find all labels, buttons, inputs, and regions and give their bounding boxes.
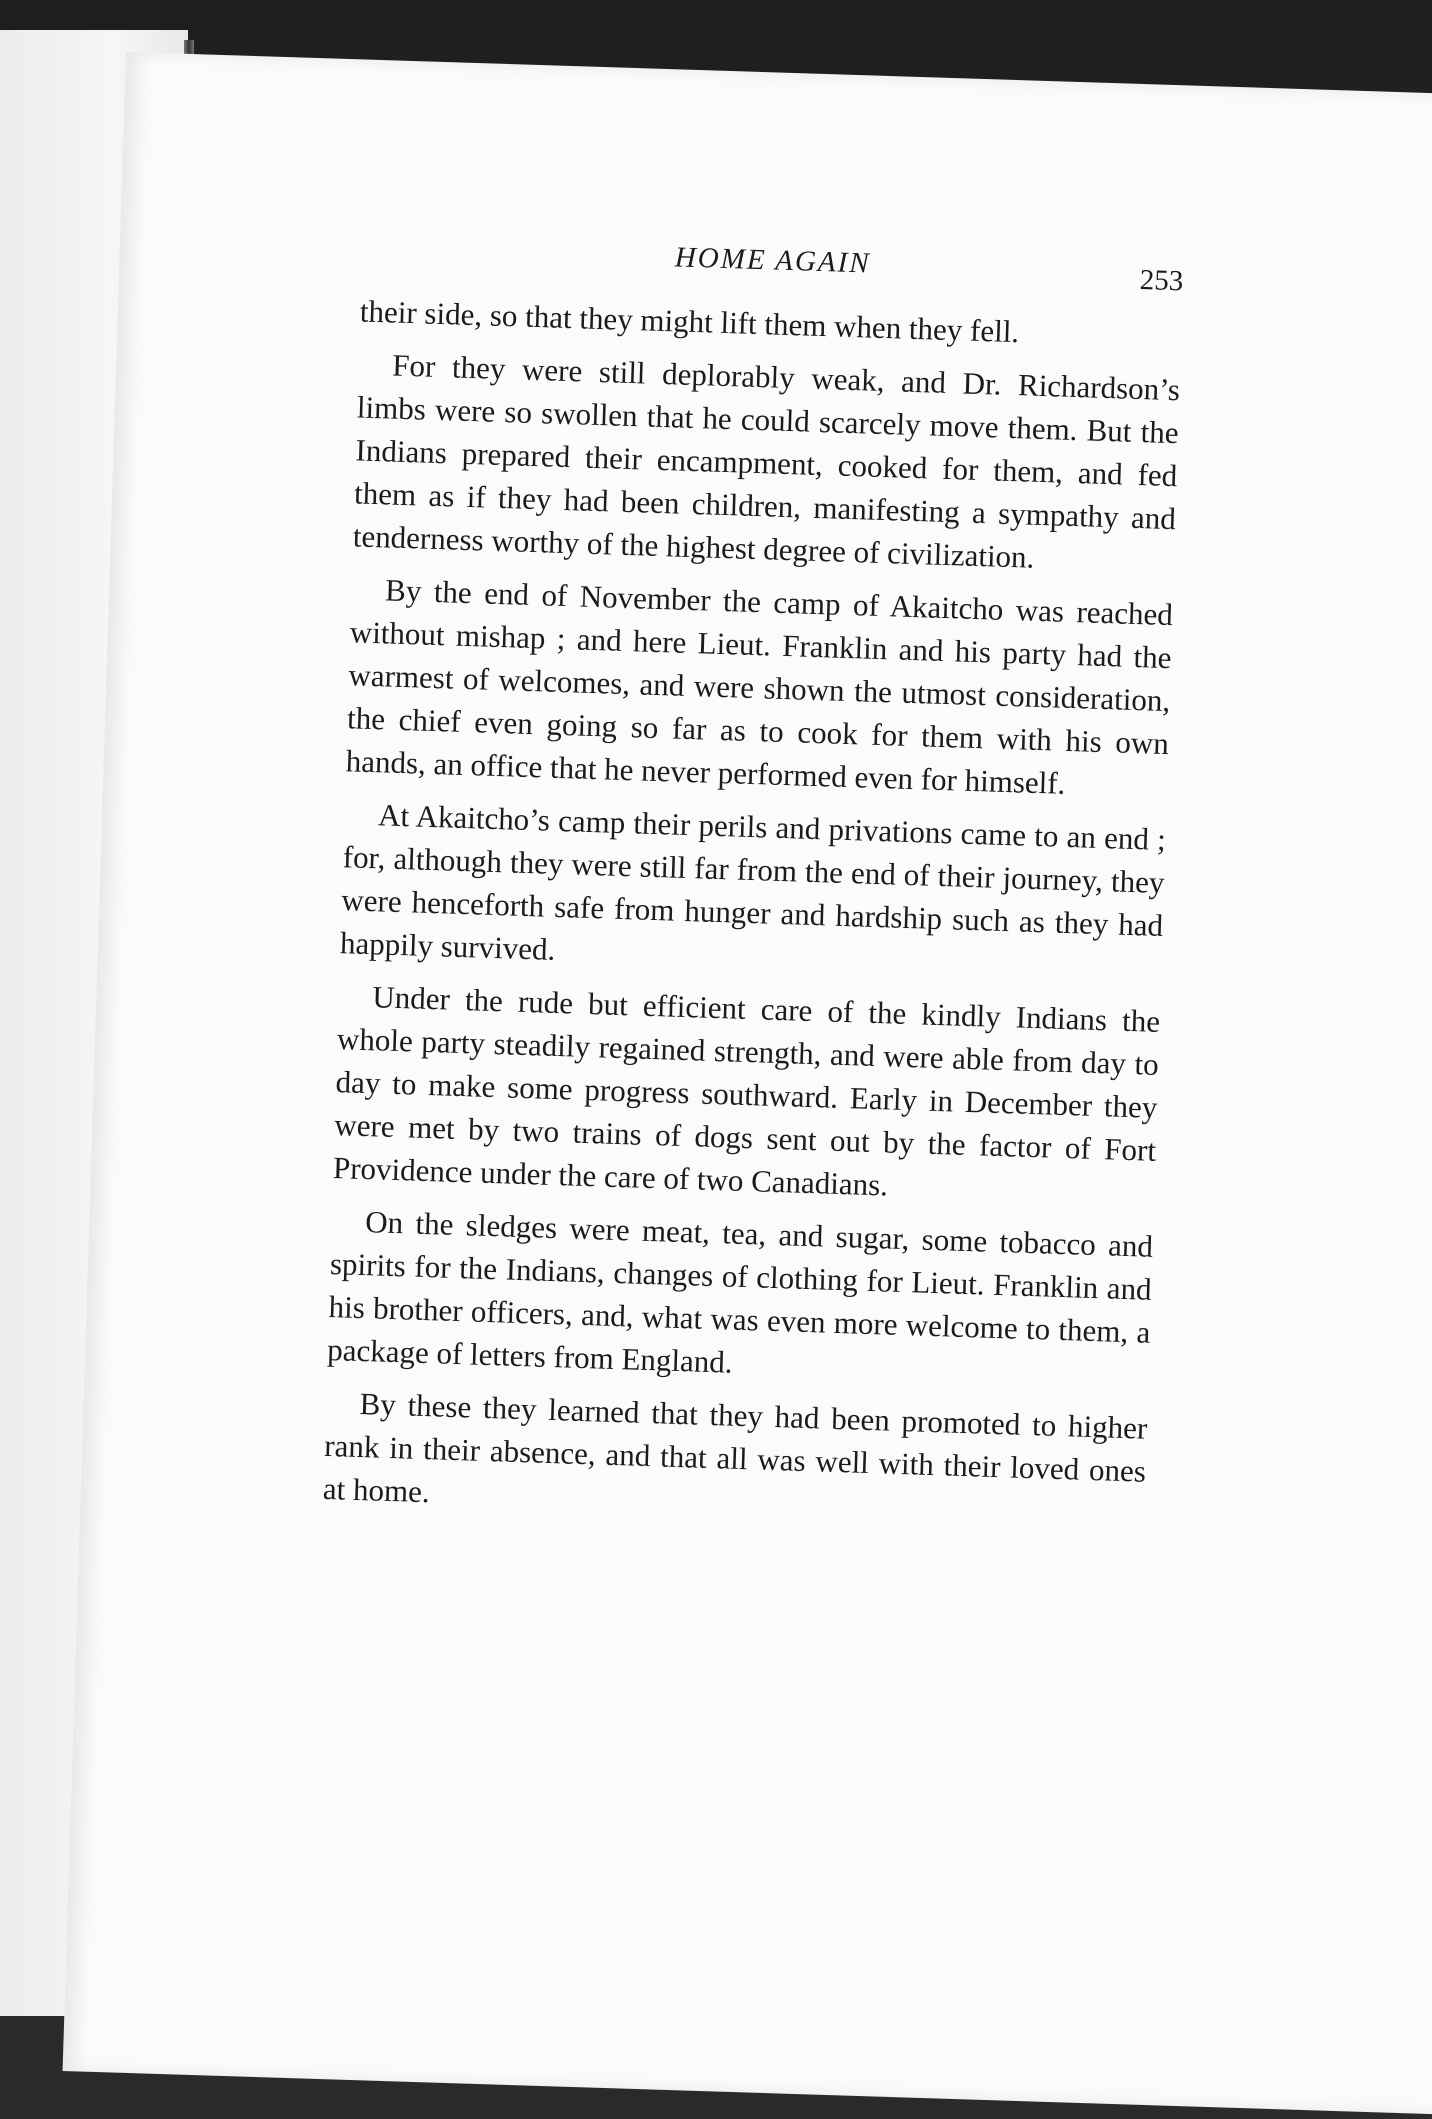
paragraph: At Akaitcho’s camp their perils and privations came to an end ; for, although they were still far from the end of their journey, they were henceforth safe from hunger and hardship such as they had happily survived. <box>339 797 1167 967</box>
paragraph: For they were still deplorably weak, and Dr. Richardson’s limbs were so swollen that he could scarcely move them. But the Indians prepared their encampment, cooked for them, and fed them as if they had been children, manifesting a sympathy and tenderness worthy of the highest degree of civilization. <box>352 347 1181 575</box>
paragraph: On the sledges were meat, tea, and sugar, some tobacco and spirits for the Indians, changes of clothing for Lieut. Franklin and his brother officers, and, what was even more welcome to them, a package of letters from England. <box>326 1204 1154 1380</box>
page-text-block <box>322 230 1184 1546</box>
paragraph: By the end of November the camp of Akaitcho was reached without mishap ; and here Lieut. Franklin and his party had the warmest of welcomes, and were shown the utmost consideration, the chief even going so far as to cook for them with his own hands, an office that he never performed even for himself. <box>345 572 1174 801</box>
paragraph: By these they learned that they had been promoted to higher rank in their absence, and that all was well with their loved ones at home. <box>322 1386 1148 1510</box>
book-page <box>63 52 1432 2119</box>
paragraph: Under the rude but efficient care of the kindly Indians the whole party steadily regained strength, and were able from day to day to make some progress southward. Early in December they were met by two trains of dogs sent out by the factor of Fort Providence under the care of two Canadians. <box>332 979 1161 1203</box>
page-number: 253 <box>1139 263 1184 298</box>
running-title: HOME AGAIN <box>674 241 872 280</box>
paragraph: their side, so that they might lift them when they fell. <box>359 293 1020 350</box>
